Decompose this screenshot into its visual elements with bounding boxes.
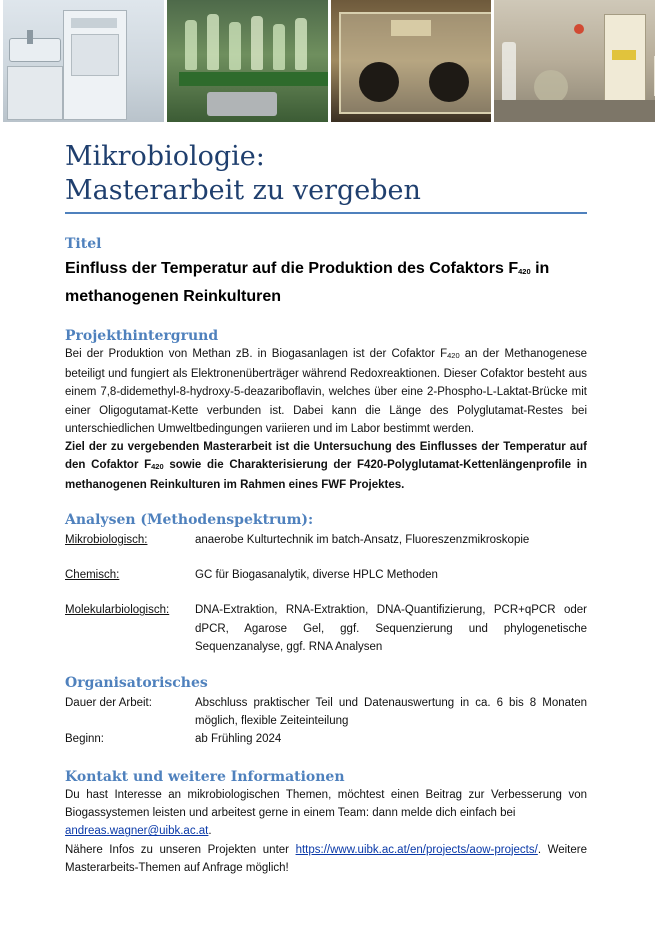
projekthintergrund-section [65, 327, 587, 495]
analysis-row [65, 601, 587, 656]
contact-paragraph: Du hast Interesse an mikrobiologischen Themen, möchtest einen Beitrag zur Verbesserung von Biogassystemen leisten und arbeitest gerne in einem Team: dann melde dich einfach bei andreas.wagner@uibk.ac.at. [65, 789, 587, 838]
anaerobic-glovebox-image [331, 0, 492, 122]
analysen-heading: Analysen (Methodenspektrum): [65, 512, 314, 528]
title-line-1: Mikrobiologie: [65, 141, 265, 172]
organisation-row [65, 694, 587, 730]
analysis-row-label: Mikrobiologisch: [65, 534, 148, 546]
organisatorisches-section [65, 674, 587, 749]
contact-email-link[interactable]: andreas.wagner@uibk.ac.at [65, 825, 209, 838]
background-paragraph: Bei der Produktion von Methan zB. in Biogasanlagen ist der Cofaktor F420 an der Methanogenese beteiligt und fungiert als Elektronenüberträger während Redoxreaktionen. Dieser Cofaktor besteht aus einem 7,8-didemethyl-8-hydroxy-5-deazariboflavin, welches über eine 2-Phospho-L-Laktat-Brücke mit einer Oligogutamat-Kette verbunden ist. Dabei kann die Länge des Polyglutamat-Restes bei unterschiedlichen Umweltbedingungen variieren und im Labor bestimmt werden. [65, 348, 587, 435]
organisation-row [65, 730, 587, 748]
gas-chromatograph-image [3, 0, 164, 122]
main-title-block [65, 140, 587, 208]
title-divider [65, 212, 587, 214]
header-photo-banner [3, 0, 655, 122]
page-title [65, 140, 587, 208]
organisation-row-value: ab Frühling 2024 [195, 733, 282, 746]
analysis-row-value: DNA-Extraktion, RNA-Extraktion, DNA-Quantifizierung, PCR+qPCR oder dPCR, Agarose Gel, ggf. Sequenzierung und phylogenetische Sequenzanalyse, ggf. RNA Analysen [195, 604, 587, 653]
kontakt-section [65, 768, 587, 877]
analysis-row-label: Molekularbiologisch: [65, 604, 170, 617]
goal-paragraph: Ziel der zu vergebenden Masterarbeit ist die Untersuchung des Einflusses der Temperatur auf den Cofaktor F420 sowie die Charakterisierung der F420-Polyglutamat-Kettenlängenprofile in methanogenen Reinkulturen im Rahmen eines FWF Projektes. [65, 441, 587, 492]
organisation-row-label: Beginn: [65, 733, 105, 746]
projects-url-link[interactable]: https://www.uibk.ac.at/en/projects/aow-projects/ [295, 843, 538, 856]
more-info-paragraph: Nähere Infos zu unseren Projekten unter https://www.uibk.ac.at/en/projects/aow-projects/. Weitere Masterarbeits-Themen auf Anfrage möglich! [65, 843, 587, 874]
organisatorisches-heading: Organisatorisches [65, 675, 208, 691]
laboratory-bench-image [494, 0, 655, 122]
titel-section [65, 235, 587, 309]
analysis-row [65, 566, 587, 584]
analysis-row-value: GC für Biogasanalytik, diverse HPLC Methoden [195, 569, 438, 582]
analysis-row-label: Chemisch: [65, 569, 120, 582]
culture-bottles-image [167, 0, 328, 122]
kontakt-heading: Kontakt und weitere Informationen [65, 769, 345, 785]
organisation-row-label: Dauer der Arbeit: [65, 697, 152, 709]
title-line-2: Masterarbeit zu vergeben [65, 175, 421, 206]
thesis-topic: Einfluss der Temperatur auf die Produktion des Cofaktors F420 in methanogenen Reinkulturen [65, 260, 550, 305]
analysis-row [65, 531, 587, 549]
analysis-row-value: anaerobe Kulturtechnik im batch-Ansatz, Fluoreszenzmikroskopie [195, 534, 530, 546]
titel-heading: Titel [65, 236, 102, 252]
projekthintergrund-heading: Projekthintergrund [65, 328, 219, 344]
organisation-row-value: Abschluss praktischer Teil und Datenauswertung in ca. 6 bis 8 Monaten möglich, flexible Zeiteinteilung [195, 697, 587, 728]
analysen-section [65, 511, 587, 656]
